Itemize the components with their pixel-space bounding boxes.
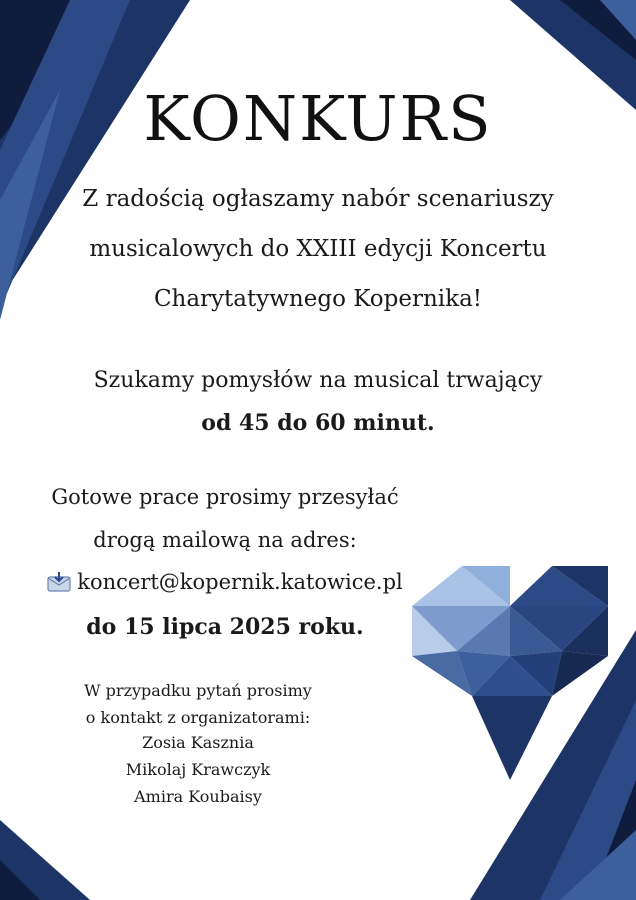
envelope-download-icon bbox=[47, 572, 71, 597]
email-address[interactable]: koncert@kopernik.katowice.pl bbox=[77, 570, 403, 594]
email-line bbox=[0, 570, 450, 597]
submission-line-1: Gotowe prace prosimy przesyłać bbox=[51, 485, 399, 509]
organizer-3: Amira Koubaisy bbox=[134, 787, 262, 806]
search-line: Szukamy pomysłów na musical trwający bbox=[93, 368, 543, 393]
duration-line: od 45 do 60 minut. bbox=[201, 410, 435, 436]
submission-line-2: drogą mailową na adres: bbox=[93, 528, 357, 552]
intro-line-2: musicalowych do XXIII edycji Koncertu bbox=[89, 236, 547, 262]
page-title: KONKURS bbox=[143, 82, 493, 155]
organizer-2: Mikolaj Krawczyk bbox=[125, 760, 271, 779]
organizer-1: Zosia Kasznia bbox=[142, 733, 254, 752]
heart-icon bbox=[412, 566, 608, 780]
intro-line-1: Z radością ogłaszamy nabór scenariuszy bbox=[82, 186, 554, 212]
contact-line-2: o kontakt z organizatorami: bbox=[85, 708, 311, 727]
deadline-line: do 15 lipca 2025 roku. bbox=[86, 614, 364, 640]
intro-line-3: Charytatywnego Kopernika! bbox=[153, 286, 483, 312]
contact-line-1: W przypadku pytań prosimy bbox=[84, 681, 312, 700]
